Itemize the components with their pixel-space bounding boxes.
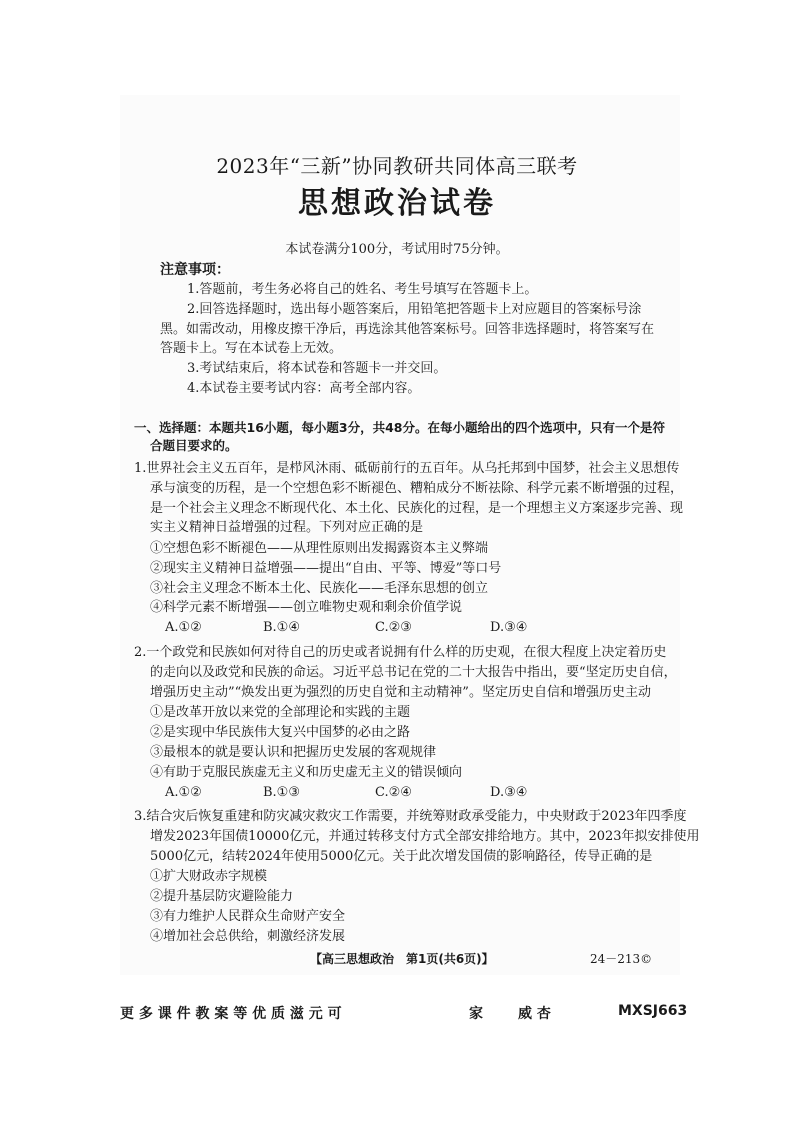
question-2-stem: 增强历史主动”“焕发出更为强烈的历史自觉和主动精神”。坚定历史自信和增强历史主动 [150, 685, 651, 700]
choice-d: D.③④ [490, 785, 528, 800]
choice-c: C.②④ [375, 785, 412, 800]
notice-line: 3.考试结束后，将本试卷和答题卡一并交回。 [187, 361, 447, 376]
choice-c: C.②③ [375, 620, 412, 635]
question-3-item: ②提升基层防灾避险能力 [150, 889, 294, 904]
question-1-item: ②现实主义精神日益增强——提出“自由、平等、博爱”等口号 [150, 561, 502, 576]
section-heading-cont: 合题目要求的。 [150, 438, 238, 453]
notice-line: 1.答题前，考生务必将自己的姓名、考生号填写在答题卡上。 [187, 282, 538, 297]
question-3-stem: 5000亿元，结转2024年使用5000亿元。关于此次增发国债的影响路径，传导正确的是 [150, 849, 653, 864]
bottom-banner-text: 更 多 课 件 教 案 等 优 质 滋 元 可 [120, 1006, 342, 1022]
exam-title: 2023年“三新”协同教研共同体高三联考 [216, 154, 578, 178]
choice-a: A.①② [165, 785, 202, 800]
question-2-stem: 2.一个政党和民族如何对待自己的历史或者说拥有什么样的历史观，在很大程度上决定着历史 [134, 645, 667, 660]
bottom-banner-text: 威 杏 [518, 1006, 551, 1022]
question-3-item: ①扩大财政赤字规模 [150, 869, 268, 884]
notice-line: 黑。如需改动，用橡皮擦干净后，再选涂其他答案标号。回答非选择题时，将答案写在 [160, 322, 655, 337]
question-2-item: ④有助于克服民族虚无主义和历史虚无主义的错误倾向 [150, 765, 463, 780]
question-3-stem: 3.结合灾后恢复重建和防灾减灾救灾工作需要，并统筹财政承受能力，中央财政于2023年四季度 [134, 809, 687, 824]
question-1-stem: 1.世界社会主义五百年，是栉风沐雨、砥砺前行的五百年。从乌托邦到中国梦，社会主义思想传 [134, 461, 680, 476]
question-2-item: ③最根本的就是要认识和把握历史发展的客观规律 [150, 745, 437, 760]
bottom-banner-text: 家 [469, 1006, 483, 1022]
question-3-item: ③有力维护人民群众生命财产安全 [150, 909, 346, 924]
section-heading: 一、选择题：本题共16小题，每小题3分，共48分。在每小题给出的四个选项中，只有一个是符 [134, 420, 665, 435]
question-2-item: ②是实现中华民族伟大复兴中国梦的必由之路 [150, 725, 411, 740]
choice-a: A.①② [165, 620, 202, 635]
choice-b: B.①④ [263, 620, 300, 635]
page-footer: 【高三思想政治 第1页(共6页)】 [310, 952, 494, 966]
question-3-item: ④增加社会总供给，刺激经济发展 [150, 929, 346, 944]
exam-info: 本试卷满分100分，考试用时75分钟。 [285, 242, 509, 257]
notice-heading: 注意事项： [160, 262, 230, 278]
question-1-stem: 承与演变的历程，是一个空想色彩不断褪色、糟粕成分不断祛除、科学元素不断增强的过程， [150, 481, 684, 496]
question-1-stem: 实主义精神日益增强的过程。下列对应正确的是 [150, 520, 424, 535]
bottom-banner-code: MXSJ663 [618, 1003, 688, 1019]
choice-b: B.①③ [263, 785, 300, 800]
question-1-item: ④科学元素不断增强——创立唯物史观和剩余价值学说 [150, 600, 463, 615]
notice-line: 2.回答选择题时，选出每小题答案后，用铅笔把答题卡上对应题目的答案标号涂 [187, 302, 642, 317]
question-1-stem: 是一个社会主义理念不断现代化、本土化、民族化的过程，是一个理想主义方案逐步完善、现 [150, 501, 684, 516]
question-2-stem: 的走向以及政党和民族的命运。习近平总书记在党的二十大报告中指出，要“坚定历史自信， [150, 665, 677, 680]
question-1-item: ①空想色彩不断褪色——从理性原则出发揭露资本主义弊端 [150, 541, 489, 556]
question-2-item: ①是改革开放以来党的全部理论和实践的主题 [150, 705, 411, 720]
question-1-item: ③社会主义理念不断本土化、民族化——毛泽东思想的创立 [150, 581, 489, 596]
notice-line: 答题卡上。写在本试卷上无效。 [160, 341, 343, 356]
exam-subject-title: 思想政治试卷 [298, 186, 496, 221]
choice-d: D.③④ [490, 620, 528, 635]
question-3-stem: 增发2023年国债10000亿元，并通过转移支付方式全部安排给地方。其中，2023年拟安排使用 [150, 829, 700, 844]
exam-code: 24－213© [590, 952, 653, 966]
notice-line: 4.本试卷主要考试内容：高考全部内容。 [187, 381, 421, 396]
